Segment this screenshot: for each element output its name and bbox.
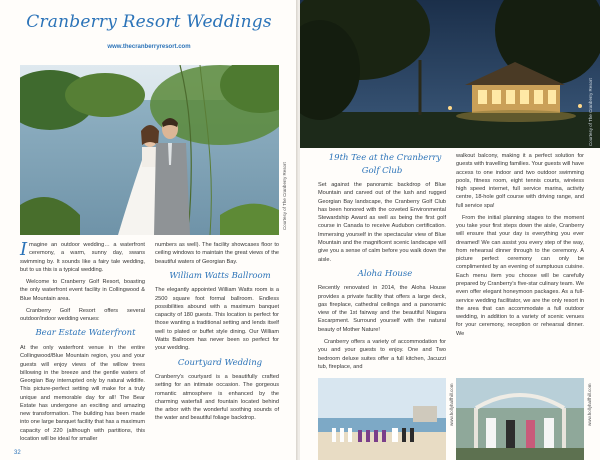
accommodation-paragraph: Cranberry offers a variety of accommodation for you and your guests to enjoy. One and Two bedroom deluxe suites offer a full kitchen, Jacuzzi tub, fireplace, and bbox=[318, 338, 446, 370]
subheading-bear-estate: Bear Estate Waterfront bbox=[35, 328, 136, 339]
drop-cap: I bbox=[20, 239, 28, 260]
bear-estate-continued: numbers as well). The facility showcases floor to ceiling windows to maintain the great views of the beautiful waters of Georgian Bay. bbox=[155, 242, 279, 265]
night-building-photo bbox=[300, 0, 600, 148]
william-watts-paragraph: The elegantly appointed William Watts room is a 2500 square foot formal ballroom. Endless possibilities abound with a maximum banquet capacity of 180 guests. This location is perfect for those wanting a traditional setting and lends itself well to plated or buffet style dining. Our William Watts Ballroom has never been so perfect for your wedding. bbox=[155, 287, 279, 352]
article-title: Cranberry Resort Weddings bbox=[26, 12, 272, 32]
bear-estate-paragraph: At the only waterfront venue in the entire Collingwood/Blue Mountain region, you and your guests will enjoy views of the willow trees billowing in the breeze and the gentle waters of Georgian Bay interrupted only by natural wildlife. This picture-perfect setting will make for a truly unique and memorable day for all! The Bear Estate has undergone an exciting and amazing new transformation. The building has been made into one large banquet facility that has a maximum capacity of 220 (although with partitions, this location will be ideal for smaller bbox=[20, 344, 145, 442]
golf-club-paragraph: Set against the panoramic backdrop of Blue Mountain and carved out of the lush and rugged Georgian Bay landscape, the Cranberry Golf Club has been honored with the coveted Environmental Stewardship Award as well as being the first golf course in Canada to receive Audubon certification. Immersing yourself in the spectacular view of Blue Mountain and the magnificent scenic landscape will give you a sense of calm before you walk down the aisle. bbox=[318, 182, 446, 263]
courtyard-ceremony-art bbox=[456, 378, 584, 460]
couple-photo bbox=[20, 65, 279, 235]
planning-paragraph: From the initial planning stages to the moment you take your first steps down the aisle, Cranberry will ensure that your day is everything you ever dreamed! We can assist you every step of the way, from rehearsal dinner through to the ceremony. A picture perfect ceremony can only be complimented by an evening of sumptuous cuisine. Each menu item you choose will be carefully prepared by Cranberry's five-star culinary team. We even offer elegant honeymoon packages. As a full-service wedding facilitator, we are the only resort in the area that can accommodate a full outdoor wedding, in addition to a variety of scenic venues for your ceremony, reception or rehearsal dinner. We bbox=[456, 214, 584, 337]
welcome-paragraph: Welcome to Cranberry Golf Resort, boasting the only waterfront event facility in Collingwood & Blue Mountain area. bbox=[20, 279, 145, 302]
page-number: 32 bbox=[14, 450, 21, 456]
intro-text: magine an outdoor wedding… a waterfront ceremony, a warm, sunny day, swans swimming by. It sounds like a fairy tale wedding, but to us this is a typical wedding. bbox=[20, 242, 145, 273]
subheading-19th-tee: 19th Tee at the Cranberry Golf Club bbox=[328, 153, 442, 176]
right-column-2 bbox=[456, 152, 584, 342]
resort-url[interactable]: www.thecranberryresort.com bbox=[107, 44, 191, 50]
couple-photo-credit: Courtesy of The Cranberry Resort bbox=[282, 162, 287, 230]
subheading-aloha-house: Aloha House bbox=[357, 268, 413, 279]
courtyard-ceremony-photo bbox=[456, 378, 584, 460]
aloha-house-paragraph: Recently renovated in 2014, the Aloha House provides a private facility that offers a large deck, gas fireplace, cathedral ceilings and a panoramic view of the 1st fairway and the beautiful Niagara Escarpment. Surround yourself with the natural beauty of Mother Nature! bbox=[318, 285, 446, 333]
left-column-1 bbox=[20, 241, 145, 447]
intro-paragraph bbox=[20, 241, 145, 274]
beach-ceremony-photo bbox=[318, 378, 446, 460]
subheading-william-watts: William Watts Ballroom bbox=[169, 270, 271, 281]
amenities-paragraph: walkout balcony, making it a perfect solution for guests with travelling families. Your guests will have access to one indoor and two outdoor swimming pools, fitness room, eight tennis courts, wireless high speed internet, full service marina, activity centre, 18-hole golf course with driving range, and full service spa! bbox=[456, 153, 584, 209]
left-column-2 bbox=[155, 241, 279, 427]
right-page bbox=[300, 0, 600, 460]
venues-paragraph: Cranberry Golf Resort offers several outdoor/indoor wedding venues: bbox=[20, 307, 145, 323]
courtyard-paragraph: Cranberry's courtyard is a beautifully crafted setting for an intimate occasion. The gorgeous romantic atmosphere is enhanced by the charming waterfall and fountain located behind the arbor with the wonderful soothing sounds of the water and beautiful foliage backdrop. bbox=[155, 374, 279, 422]
night-building-art bbox=[300, 0, 600, 148]
beach-ceremony-art bbox=[318, 378, 446, 460]
night-photo-credit: Courtesy of The Cranberry Resort bbox=[588, 78, 593, 146]
subheading-courtyard: Courtyard Wedding bbox=[177, 357, 263, 368]
couple-photo-art bbox=[20, 65, 279, 235]
left-page bbox=[0, 0, 298, 460]
courtyard-photo-credit: www.hollyhalfhill.com bbox=[587, 383, 592, 426]
beach-photo-credit: www.hollyhalfhill.com bbox=[449, 383, 454, 426]
right-column-1 bbox=[318, 152, 446, 375]
